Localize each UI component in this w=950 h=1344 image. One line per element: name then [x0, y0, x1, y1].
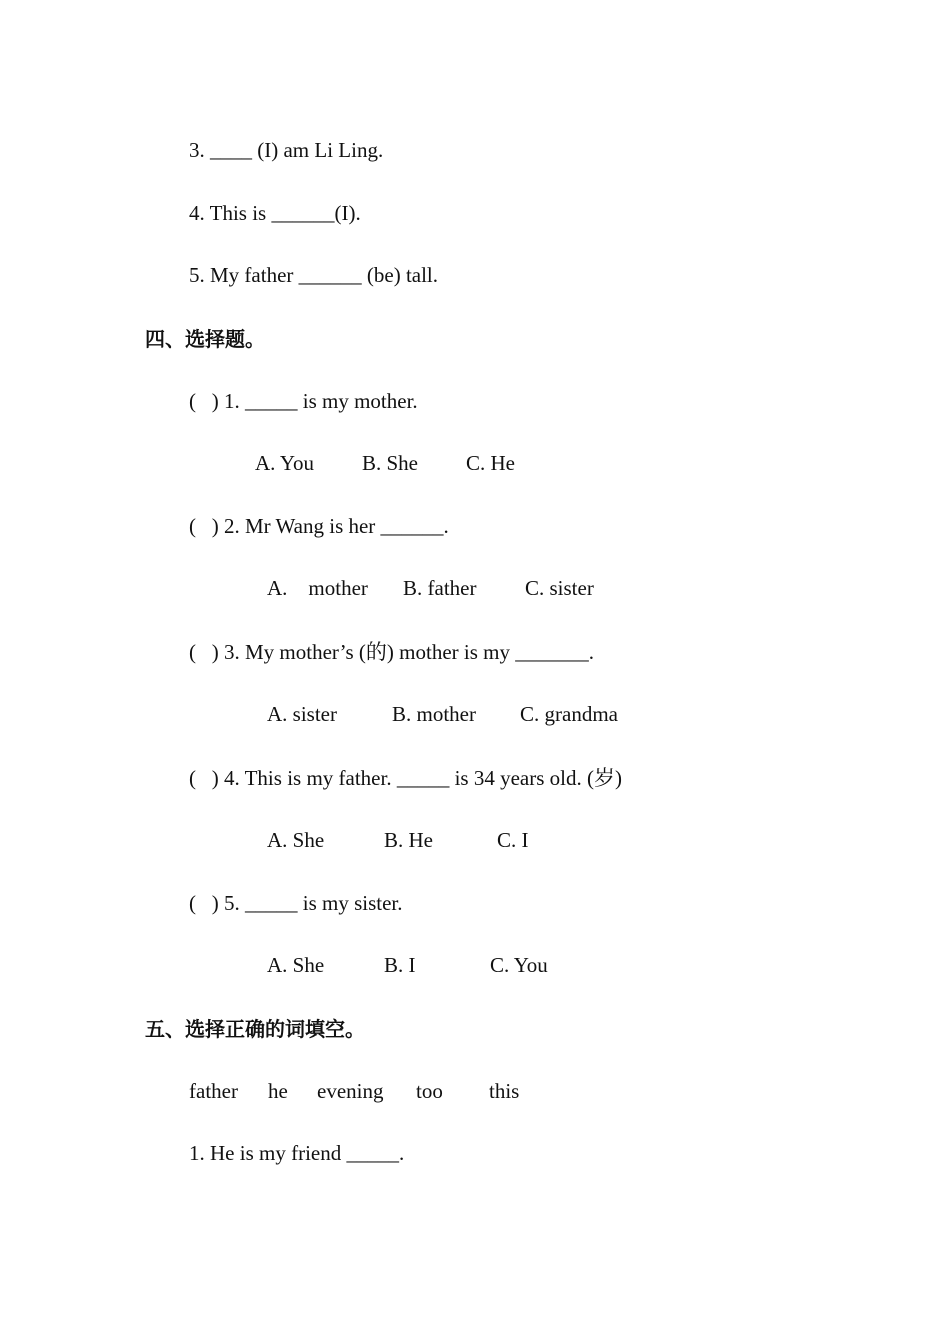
section-5-item-1: 1. He is my friend _____. — [189, 1141, 405, 1165]
word-bank-item: evening — [317, 1079, 384, 1103]
section-4-heading: 四、选择题。 — [145, 327, 265, 351]
word-bank-item: father — [189, 1079, 238, 1103]
question-5-stem: ( ) 5. _____ is my sister. — [189, 891, 403, 915]
question-5-option-a: A. She — [267, 953, 325, 977]
question-2-option-b: B. father — [403, 576, 477, 600]
fill-item-4: 4. This is ______(I). — [189, 201, 361, 225]
question-3-stem: ( ) 3. My mother’s (的) mother is my _______. — [189, 640, 594, 664]
question-1-stem: ( ) 1. _____ is my mother. — [189, 389, 418, 413]
question-1-option-b: B. She — [362, 451, 419, 475]
question-3-option-c: C. grandma — [520, 702, 618, 726]
question-4-option-b: B. He — [384, 828, 433, 852]
question-2-option-c: C. sister — [525, 576, 594, 600]
question-4-option-c: C. I — [497, 828, 529, 852]
word-bank-item: he — [268, 1079, 288, 1103]
question-4-option-a: A. She — [267, 828, 325, 852]
question-1-option-c: C. He — [466, 451, 515, 475]
word-bank-item: too — [416, 1079, 443, 1103]
question-2-option-a: A. mother — [267, 576, 368, 600]
question-5-option-b: B. I — [384, 953, 416, 977]
fill-item-3: 3. ____ (I) am Li Ling. — [189, 138, 384, 162]
question-5-option-c: C. You — [490, 953, 548, 977]
section-5-heading: 五、选择正确的词填空。 — [145, 1017, 365, 1041]
question-4-stem: ( ) 4. This is my father. _____ is 34 years old. (岁) — [189, 766, 622, 790]
question-1-option-a: A. You — [255, 451, 314, 475]
question-3-option-b: B. mother — [392, 702, 476, 726]
fill-item-5: 5. My father ______ (be) tall. — [189, 263, 439, 287]
question-2-stem: ( ) 2. Mr Wang is her ______. — [189, 514, 449, 538]
question-3-option-a: A. sister — [267, 702, 337, 726]
word-bank-item: this — [489, 1079, 520, 1103]
